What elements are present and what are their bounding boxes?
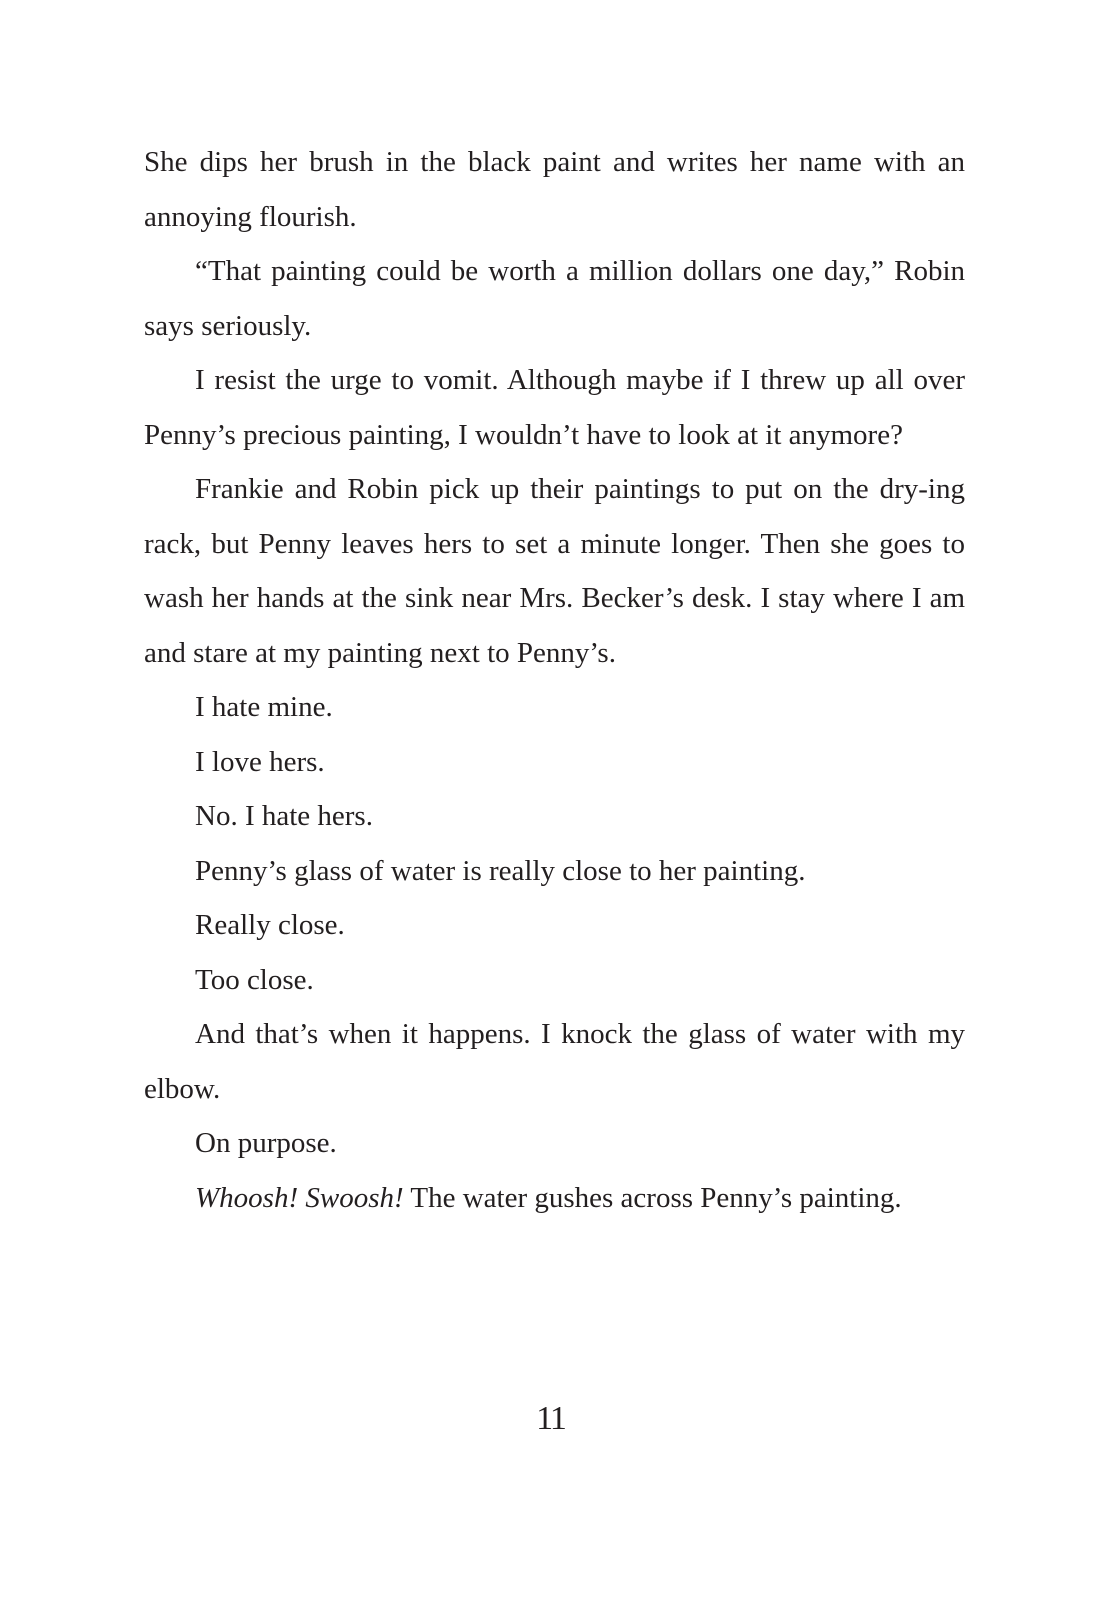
paragraph-1: She dips her brush in the black paint and writes her name with an annoying flourish. <box>144 146 965 233</box>
paragraph-2: “That painting could be worth a million dollars one day,” Robin says seriously. <box>144 255 965 342</box>
body-text <box>144 135 965 1225</box>
paragraph-6: I love hers. <box>195 745 325 778</box>
paragraph-10: Too close. <box>195 963 314 996</box>
paragraph-5: I hate mine. <box>195 691 333 723</box>
paragraph-13 <box>144 1171 965 1226</box>
page-number: 11 <box>536 1400 565 1437</box>
paragraph-7: No. I hate hers. <box>195 800 373 832</box>
paragraph-8: Penny’s glass of water is really close to her painting. <box>195 854 806 887</box>
paragraph-9: Really close. <box>195 909 345 941</box>
paragraph-13-text: The water gushes across Penny’s painting. <box>403 1181 902 1214</box>
paragraph-12: On purpose. <box>195 1127 337 1159</box>
paragraph-11: And that’s when it happens. I knock the glass of water with my elbow. <box>144 1018 965 1105</box>
paragraph-3: I resist the urge to vomit. Although maybe if I threw up all over Penny’s precious painting, I wouldn’t have to look at it anymore? <box>144 364 965 451</box>
paragraph-4: Frankie and Robin pick up their paintings to put on the dry-ing rack, but Penny leaves hers to set a minute longer. Then she goes to wash her hands at the sink near Mrs. Becker’s desk. I stay where I am and stare at my painting next to Penny’s. <box>144 473 965 669</box>
sound-effect-text: Whoosh! Swoosh! <box>195 1181 404 1214</box>
